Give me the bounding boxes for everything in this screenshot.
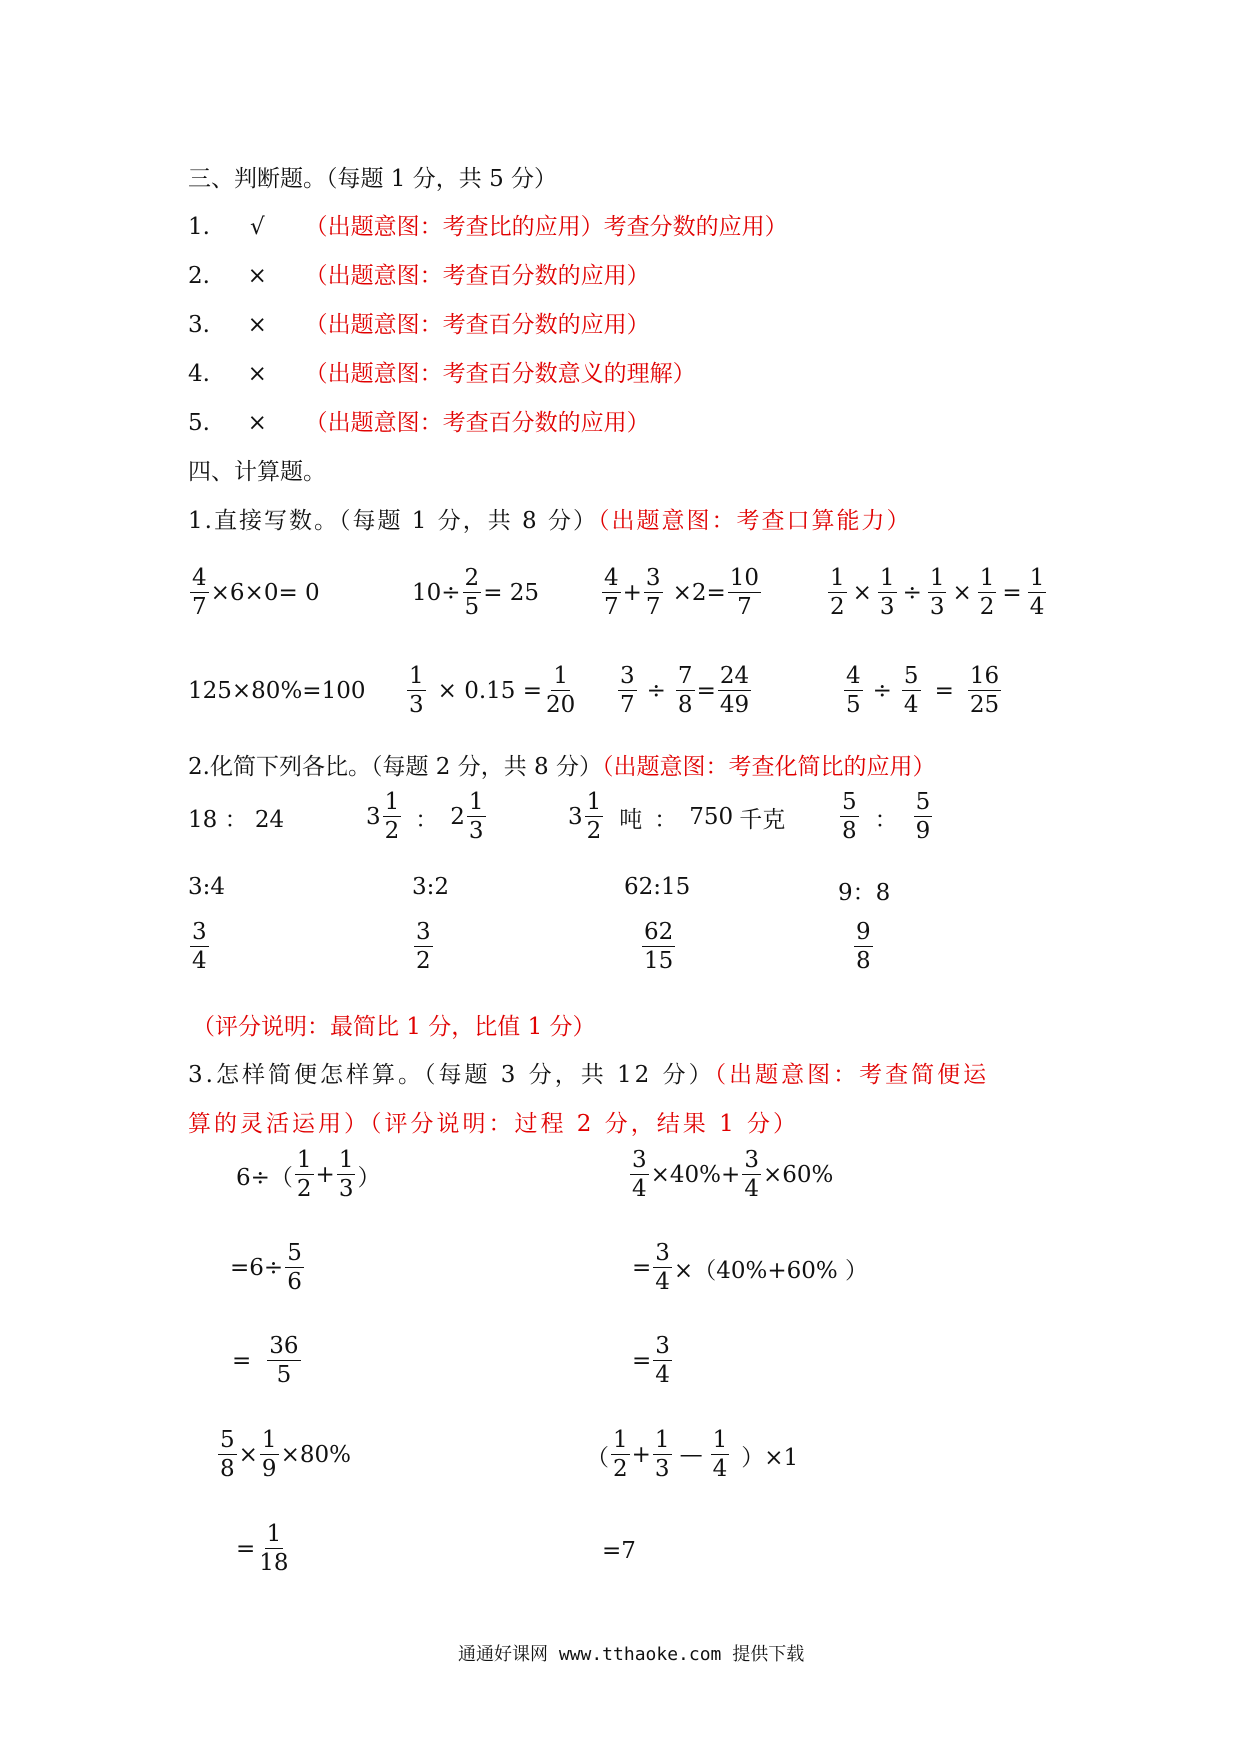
operator: + <box>315 1162 335 1188</box>
fraction: $\frac{24}{49}$ <box>719 663 750 718</box>
q1-problem-e <box>188 656 365 726</box>
ratio-value: $\frac{62}{15}$ <box>644 919 674 974</box>
cross-mark: × <box>247 263 267 289</box>
fraction: $\frac{1}{2}$ <box>979 565 995 620</box>
operator: + <box>631 1442 651 1468</box>
operator: ÷ <box>646 678 666 704</box>
fraction: $\frac{1}{3}$ <box>468 789 484 844</box>
q2-problem-d <box>838 782 934 852</box>
whole-number: 2 <box>450 804 465 830</box>
q2-problem-c <box>568 782 785 852</box>
q3-note: （出题意图：考查简便运 <box>714 1062 990 1088</box>
operator: ÷ <box>902 580 922 606</box>
q3-title-line <box>188 1056 989 1089</box>
q1-problem-g <box>616 656 753 726</box>
fraction: $\frac{5}{9}$ <box>915 789 931 844</box>
judgement-item-3 <box>188 306 650 339</box>
cross-mark: × <box>247 361 267 387</box>
operator: — <box>679 1442 703 1468</box>
q3-p1-line3: = $\frac{36}{5}$ <box>232 1333 299 1388</box>
q3-p4-line2: =7 <box>602 1538 636 1564</box>
operator: = <box>934 678 954 704</box>
ratio-sign: ： <box>415 806 439 833</box>
q3-p1-line2: =6÷ $\frac{5}{6}$ <box>230 1240 302 1295</box>
q3-p2-line1: $\frac{3}{4}$ ×40%+ $\frac{3}{4}$ ×60% <box>632 1147 834 1202</box>
item-note: （出题意图：考查百分数的应用） <box>304 312 650 338</box>
fraction: $\frac{3}{7}$ <box>645 565 661 620</box>
expr-text: ）×1 <box>741 1444 799 1471</box>
q3-p4-line1: （ $\frac{1}{2}$ + $\frac{1}{3}$ — $\frac{1}{4}$ ）×1 <box>586 1427 799 1482</box>
fraction: $\frac{5}{8}$ <box>842 789 857 844</box>
expr-text: =6÷ <box>230 1255 284 1281</box>
fraction: $\frac{1}{3}$ <box>409 663 424 718</box>
operator: × <box>852 580 872 606</box>
expr-text: ×6×0= 0 <box>210 580 320 606</box>
fraction: $\frac{2}{5}$ <box>464 565 480 620</box>
q1-problem-a <box>188 558 320 628</box>
cross-mark: × <box>247 410 267 436</box>
q1-problem-b <box>412 558 539 628</box>
q2-problem-a <box>188 782 284 852</box>
fraction: $\frac{4}{7}$ <box>192 565 207 620</box>
ratio-value: $\frac{9}{8}$ <box>856 919 871 974</box>
judgement-item-5 <box>188 404 650 437</box>
item-note: （出题意图：考查百分数的应用） <box>304 263 650 289</box>
q2-title-line <box>188 748 935 781</box>
fraction: $\frac{5}{4}$ <box>903 663 919 718</box>
item-number: 1. <box>188 214 210 240</box>
ratio-sign: ： <box>654 806 678 833</box>
check-mark: √ <box>249 214 265 240</box>
ratio-answer: 3:2 <box>412 874 450 900</box>
expr-text: ×60% <box>762 1162 834 1188</box>
q3-p2-line2: = $\frac{3}{4}$ ×（40%+60% ） <box>632 1240 869 1295</box>
expr-text: 6÷（ <box>236 1164 293 1191</box>
q1-note: （出题意图：考查口算能力） <box>597 508 912 534</box>
q3-note-continued: 算的灵活运用）（评分说明：过程 2 分，结果 1 分） <box>188 1111 800 1137</box>
section4-heading: 四、计算题。 <box>188 459 326 485</box>
expr-text: 10÷ <box>412 580 461 606</box>
judgement-item-4 <box>188 355 696 388</box>
q2-scoring-note: （评分说明：最简比 1 分，比值 1 分） <box>192 1014 596 1040</box>
value: 750 <box>689 804 734 830</box>
fraction: $\frac{1}{2}$ <box>830 565 845 620</box>
q3-title: 3.怎样简便怎样算。（每题 3 分，共 12 分） <box>188 1062 715 1088</box>
item-note: （出题意图：考查百分数意义的理解） <box>304 361 696 387</box>
item-number: 3. <box>188 312 210 338</box>
whole-number: 3 <box>366 804 381 830</box>
ratio-sign: ： <box>874 806 898 833</box>
item-note: （出题意图：考查比的应用）考查分数的应用） <box>304 214 788 240</box>
fraction: $\frac{1}{4}$ <box>1029 565 1045 620</box>
operator: × <box>238 1442 258 1468</box>
q2-note: （出题意图：考查化简比的应用） <box>601 754 936 780</box>
expr-text: 18 ： 24 <box>188 806 285 833</box>
ratio-answer: 3:4 <box>188 874 226 900</box>
q3-p1-line1: 6÷（ $\frac{1}{2}$ + $\frac{1}{3}$ ） <box>236 1147 381 1202</box>
fraction: $\frac{4}{5}$ <box>846 663 861 718</box>
judgement-item-1 <box>188 208 788 241</box>
item-number: 5. <box>188 410 210 436</box>
ratio-value: $\frac{3}{2}$ <box>416 919 431 974</box>
fraction: $\frac{1}{3}$ <box>929 565 945 620</box>
q1-problem-h <box>842 656 1003 726</box>
fraction: $\frac{1}{3}$ <box>879 565 895 620</box>
expr-text: = <box>236 1536 256 1562</box>
page-footer: 通通好课网 www.tthaoke.com 提供下载 <box>458 1644 805 1665</box>
ratio-answer: 62:15 <box>624 874 691 900</box>
expr-text: ×2= <box>672 580 726 606</box>
operator: × <box>952 580 972 606</box>
q3-p3-line2: = $\frac{1}{18}$ <box>236 1521 289 1576</box>
expr-text: ×（40%+60% ） <box>673 1257 869 1284</box>
fraction: $\frac{7}{8}$ <box>677 663 693 718</box>
q3-p2-line3: = $\frac{3}{4}$ <box>632 1333 670 1388</box>
expr-text: = <box>632 1348 652 1374</box>
q2-title: 2.化简下列各比。（每题 2 分，共 8 分） <box>188 754 602 780</box>
expr-text: = <box>632 1255 652 1281</box>
cross-mark: × <box>247 312 267 338</box>
expr-text: = 25 <box>483 580 540 606</box>
unit-label: 吨 <box>619 806 643 833</box>
fraction: $\frac{1}{2}$ <box>586 789 602 844</box>
fraction: $\frac{10}{7}$ <box>729 565 760 620</box>
q2-problem-b <box>366 782 488 852</box>
fraction: $\frac{16}{25}$ <box>969 663 1000 718</box>
fraction: $\frac{3}{7}$ <box>620 663 635 718</box>
q1-problem-d <box>826 558 1048 628</box>
ratio-answer: 9：8 <box>838 880 891 906</box>
operator: + <box>622 580 642 606</box>
fraction: $\frac{1}{2}$ <box>384 789 400 844</box>
q1-problem-c <box>600 558 763 628</box>
whole-number: 3 <box>568 804 583 830</box>
ratio-value: $\frac{3}{4}$ <box>192 919 207 974</box>
q1-title-line <box>188 502 911 535</box>
operator: = <box>696 678 716 704</box>
section3-heading: 三、判断题。（每题 1 分，共 5 分） <box>188 166 558 192</box>
item-number: 2. <box>188 263 210 289</box>
expr-text: ×80% <box>280 1442 351 1468</box>
expr-text: × 0.15 = <box>437 678 543 704</box>
judgement-item-2 <box>188 257 650 290</box>
operator: = <box>1002 580 1022 606</box>
operator: ÷ <box>872 678 892 704</box>
q1-title: 1.直接写数。（每题 1 分，共 8 分） <box>188 508 598 534</box>
fraction: $\frac{1}{20}$ <box>546 663 576 718</box>
q1-problem-f <box>405 656 579 726</box>
q3-p3-line1: $\frac{5}{8}$ × $\frac{1}{9}$ ×80% <box>220 1427 351 1482</box>
item-note: （出题意图：考查百分数的应用） <box>304 410 650 436</box>
fraction: $\frac{4}{7}$ <box>604 565 619 620</box>
expr-text: ×40%+ <box>650 1162 741 1188</box>
expr-text: = <box>232 1348 252 1374</box>
item-number: 4. <box>188 361 210 387</box>
expr-text: 125×80%=100 <box>188 678 366 704</box>
unit-label: 千克 <box>739 806 786 833</box>
expr-text: ） <box>357 1164 381 1191</box>
expr-text: （ <box>586 1444 609 1471</box>
